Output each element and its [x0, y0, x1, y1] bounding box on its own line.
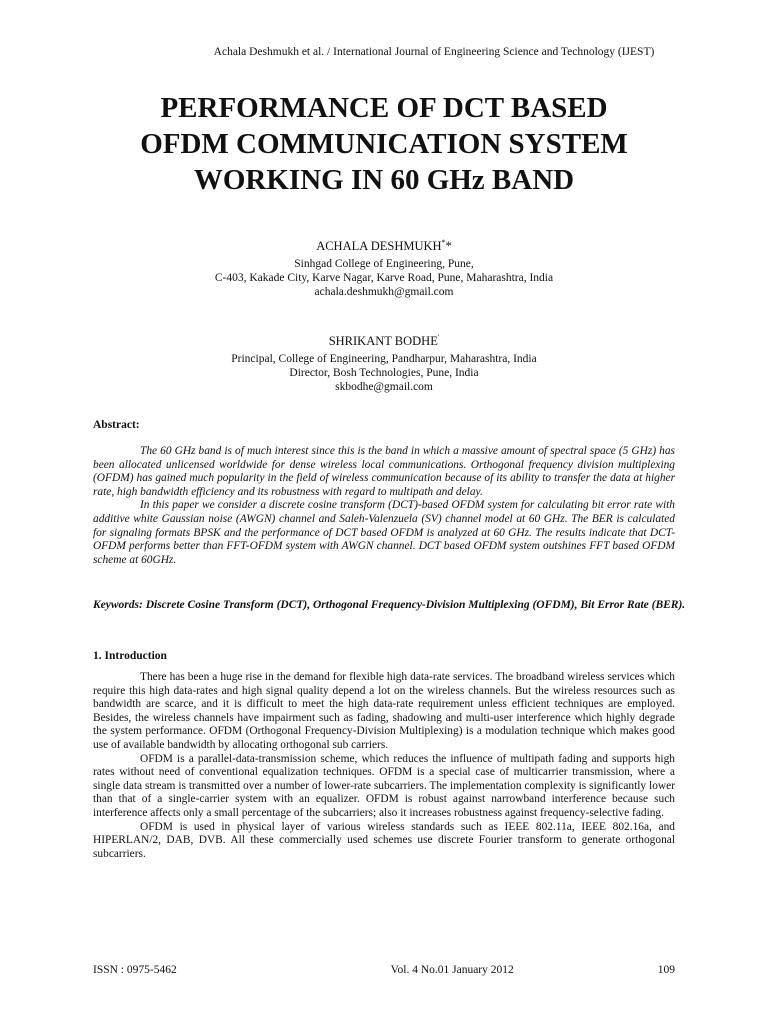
author-email: skbodhe@gmail.com: [335, 381, 433, 394]
author-mark: ': [437, 333, 440, 342]
author-suffix: *: [445, 239, 452, 254]
author-email: achala.deshmukh@gmail.com: [314, 286, 454, 299]
author-block-1: [0, 236, 768, 299]
introduction-paragraph: OFDM is used in physical layer of various wireless standards such as IEEE 802.11a, IEEE 802.16a, and HIPERLAN/2, DAB, DVB. All these commercially used schemes use discrete Fourier transform to generate orthogonal subcarriers.: [93, 820, 675, 860]
author-affiliation-line: C-403, Kakade City, Karve Nagar, Karve Road, Pune, Maharashtra, India: [214, 272, 554, 285]
paper-title: [60, 90, 708, 198]
keywords: Keywords: Discrete Cosine Transform (DCT), Orthogonal Frequency-Division Multiplexing (OFDM), Bit Error Rate (BER).: [93, 599, 686, 611]
abstract-heading: Abstract:: [93, 419, 140, 431]
introduction-paragraph: OFDM is a parallel-data-transmission scheme, which reduces the influence of multipath fading and supports high rates without need of conventional equalization techniques. OFDM is a special case of multicarrier transmission, where a single data stream is transmitted over a number of lower-rate subcarriers. The implementation complexity is significantly lower than that of a single-carrier system with an equalizer. OFDM is robust against narrowband interference because such interference affects only a small percentage of the subcarriers; also it increases robustness against frequency-selective fading.: [93, 752, 675, 819]
footer-page-number: 109: [657, 964, 675, 976]
author-name-text: ACHALA DESHMUKH: [316, 239, 442, 254]
author-name-text: SHRIKANT BODHE: [328, 334, 438, 349]
title-line: WORKING IN 60 GHz BAND: [193, 164, 575, 196]
author-block-2: [0, 331, 768, 394]
footer-volume: Vol. 4 No.01 January 2012: [390, 964, 514, 976]
author-mark: *: [441, 238, 446, 247]
page-footer: [93, 964, 675, 976]
title-line: OFDM COMMUNICATION SYSTEM: [140, 128, 628, 160]
author-affiliation-line: Sinhgad College of Engineering, Pune,: [294, 258, 474, 271]
author-affiliation-line: Director, Bosh Technologies, Pune, India: [289, 367, 479, 380]
running-head: Achala Deshmukh et al. / International Journal of Engineering Science and Technology (IJEST): [213, 46, 655, 58]
introduction-paragraph: There has been a huge rise in the demand for flexible high data-rate services. The broadband wireless services which require this high data-rates and high signal quality depend a lot on the wireless channels. But the wireless resources such as bandwidth are scarce, and it is difficult to meet the high data-rate requirement unless efficient techniques are employed. Besides, the wireless channels have impairment such as fading, shadowing and multi-user interference which highly degrade the system performance. OFDM (Orthogonal Frequency-Division Multiplexing) is a modulation technique which makes good use of available bandwidth by allocating orthogonal sub carriers.: [93, 671, 675, 751]
footer-issn: ISSN : 0975-5462: [93, 964, 177, 976]
introduction-body: [93, 671, 675, 861]
author-name: [0, 236, 768, 253]
abstract-body: [93, 445, 675, 567]
abstract-paragraph: The 60 GHz band is of much interest since this is the band in which a massive amount of spectral space (5 GHz) has been allocated unlicensed worldwide for dense wireless local communications. Orthogonal frequency division multiplexing (OFDM) has gained much popularity in the field of wireless communication because of its ability to transfer the data at higher rate, high bandwidth efficiency and its robustness with regard to multipath and delay.: [93, 445, 675, 498]
title-line: PERFORMANCE OF DCT BASED: [160, 92, 608, 124]
introduction-heading: 1. Introduction: [93, 650, 167, 662]
abstract-paragraph: In this paper we consider a discrete cosine transform (DCT)-based OFDM system for calculating bit error rate with additive white Gaussian noise (AWGN) channel and Saleh-Valenzuela (SV) channel model at 60 GHz. The BER is calculated for signaling formats BPSK and the performance of DCT based OFDM is analyzed at 60 GHz. The results indicate that DCT-OFDM performs better than FFT-OFDM system with AWGN channel. DCT based OFDM system outshines FFT based OFDM scheme at 60GHz.: [93, 499, 675, 566]
author-affiliation-line: Principal, College of Engineering, Pandharpur, Maharashtra, India: [231, 353, 537, 366]
author-name: [0, 331, 768, 348]
